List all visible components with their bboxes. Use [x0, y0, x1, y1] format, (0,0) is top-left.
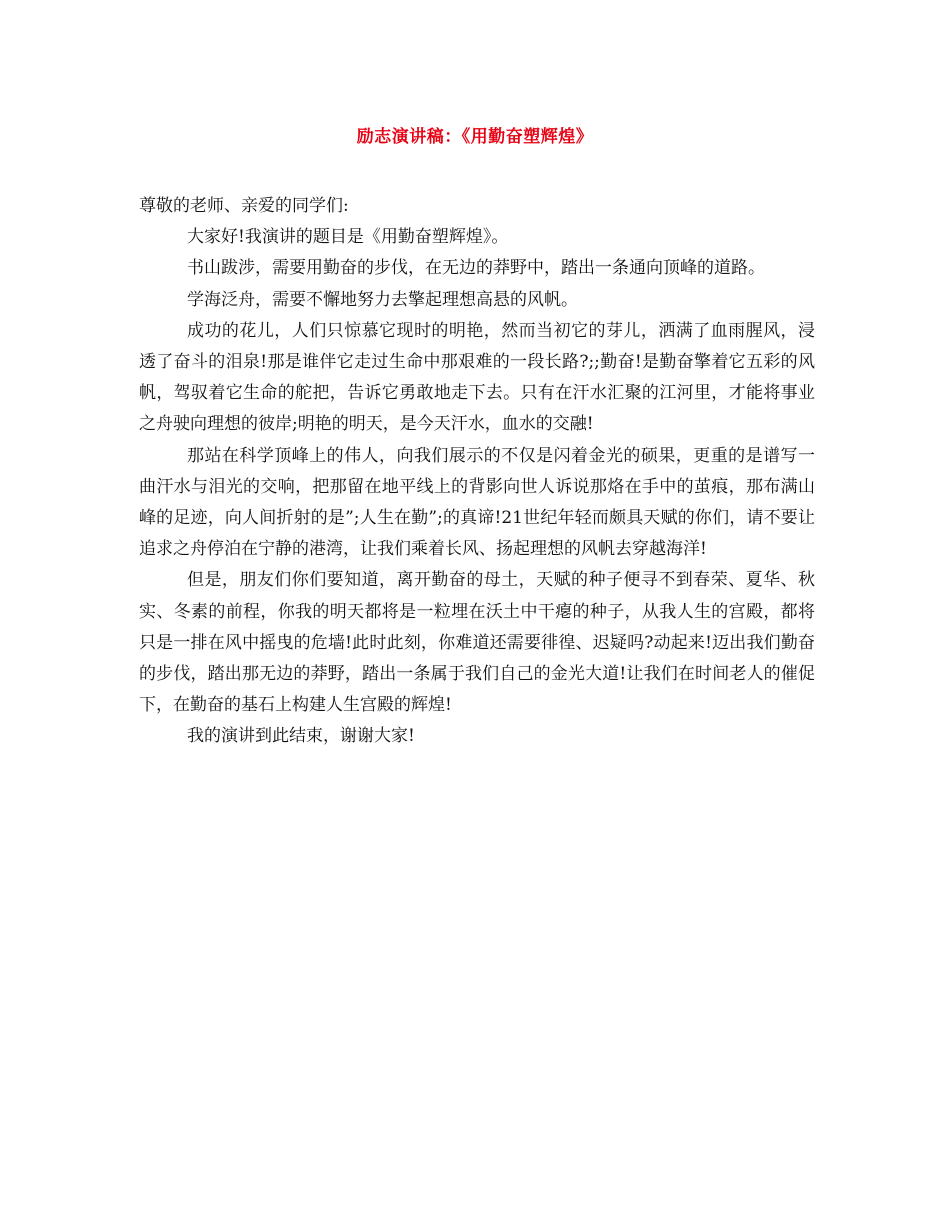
paragraph-book-mountain: 书山跋涉，需要用勤奋的步伐，在无边的莽野中，踏出一条通向顶峰的道路。	[187, 258, 765, 279]
paragraph-closing: 我的演讲到此结束，谢谢大家!	[187, 726, 415, 747]
paragraph-great-scientists: 那站在科学顶峰上的伟人，向我们展示的不仅是闪着金光的硕果，更重的是谱写一曲汗水与泪光的交响，把那留在地平线上的背影向世人诉说那烙在手中的茧痕，那布满山峰的足迹，向人间折射的是”;人生在勤”;的真谛!21世纪年轻而颇具天赋的你们，请不要让追求之舟停泊在宁静的港湾，让我们乘着长风、扬起理想的风帆去穿越海洋!	[139, 445, 815, 560]
salutation: 尊敬的老师、亲爱的同学们:	[139, 196, 349, 216]
paragraph-greeting: 大家好!我演讲的题目是《用勤奋塑辉煌》。	[187, 227, 509, 248]
document-title: 励志演讲稿：《用勤奋塑辉煌》	[356, 127, 594, 147]
paragraph-sea-of-learning: 学海泛舟，需要不懈地努力去擎起理想高悬的风帆。	[187, 289, 578, 310]
paragraph-call-to-action: 但是，朋友们你们要知道，离开勤奋的母土，天赋的种子便寻不到春荣、夏华、秋实、冬素的前程，你我的明天都将是一粒埋在沃土中干瘪的种子，从我人生的宫殿，都将只是一排在风中摇曳的危墙!此时此刻，你难道还需要徘徨、迟疑吗?动起来!迈出我们勤奋的步伐，踏出那无边的莽野，踏出一条属于我们自己的金光大道!让我们在时间老人的催促下，在勤奋的基石上构建人生宫殿的辉煌!	[139, 570, 815, 716]
document-body	[139, 191, 815, 753]
paragraph-flower-of-success: 成功的花儿，人们只惊慕它现时的明艳，然而当初它的芽儿，洒满了血雨腥风，浸透了奋斗的泪泉!那是谁伴它走过生命中那艰难的一段长路?;;勤奋!是勤奋擎着它五彩的风帆，驾驭着它生命的舵把，告诉它勇敢地走下去。只有在汗水汇聚的江河里，才能将事业之舟驶向理想的彼岸;明艳的明天，是今天汗水，血水的交融!	[139, 320, 815, 435]
